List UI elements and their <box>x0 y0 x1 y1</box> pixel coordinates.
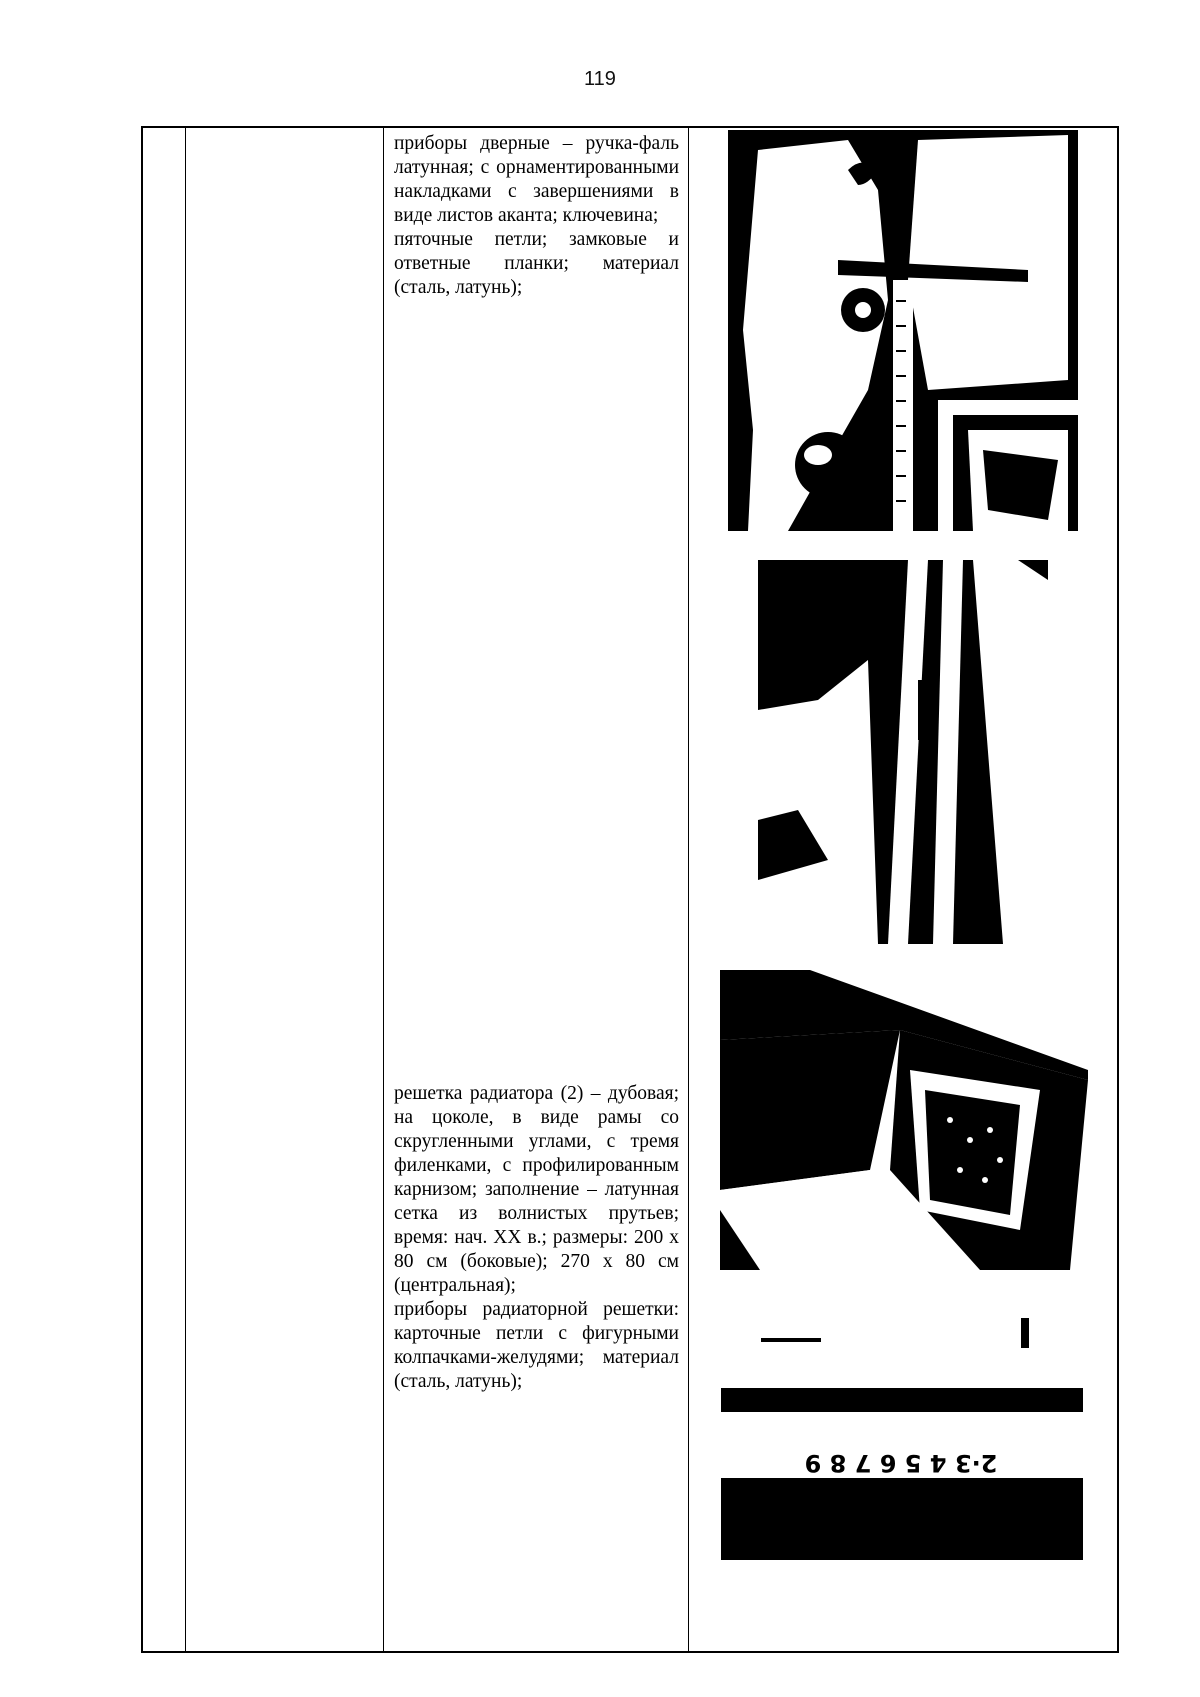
photo-door-frame <box>758 560 1048 944</box>
inventory-table <box>141 126 1119 1653</box>
ruler-markings: 2·3 4 5 6 7 8 9 <box>804 1449 998 1477</box>
page-number: 119 <box>584 68 616 90</box>
description-radiator-grille <box>394 1082 679 1394</box>
description-paragraph: приборы радиаторной решетки: карточные петли с фигурными колпачками-желудями; материал (сталь, латунь); <box>394 1299 679 1392</box>
photo-door-handle <box>728 130 1078 531</box>
name-column <box>186 128 384 1651</box>
photo-radiator-grille <box>720 970 1088 1270</box>
description-column <box>384 128 689 1651</box>
description-paragraph: решетка радиатора (2) – дубовая; на цоколе, в виде рамы со скругленными углами, с тремя филенками, с профилированным карнизом; заполнение – латунная сетка из волнистых прутьев; время: нач. XX в.; размеры: 200 х 80 см (боковые); 270 х 80 см (центральная); <box>394 1083 679 1296</box>
description-door-fittings <box>394 132 679 300</box>
description-paragraph: пяточные петли; замковые и ответные планки; материал (сталь, латунь); <box>394 229 679 298</box>
photo-hinge-ruler <box>721 1298 1083 1560</box>
description-paragraph: приборы дверные – ручка-фаль латунная; с орнаментированными накладками с завершениями в виде листов аканта; ключевина; <box>394 133 679 226</box>
number-column <box>143 128 186 1651</box>
photo-column <box>689 128 1117 1651</box>
